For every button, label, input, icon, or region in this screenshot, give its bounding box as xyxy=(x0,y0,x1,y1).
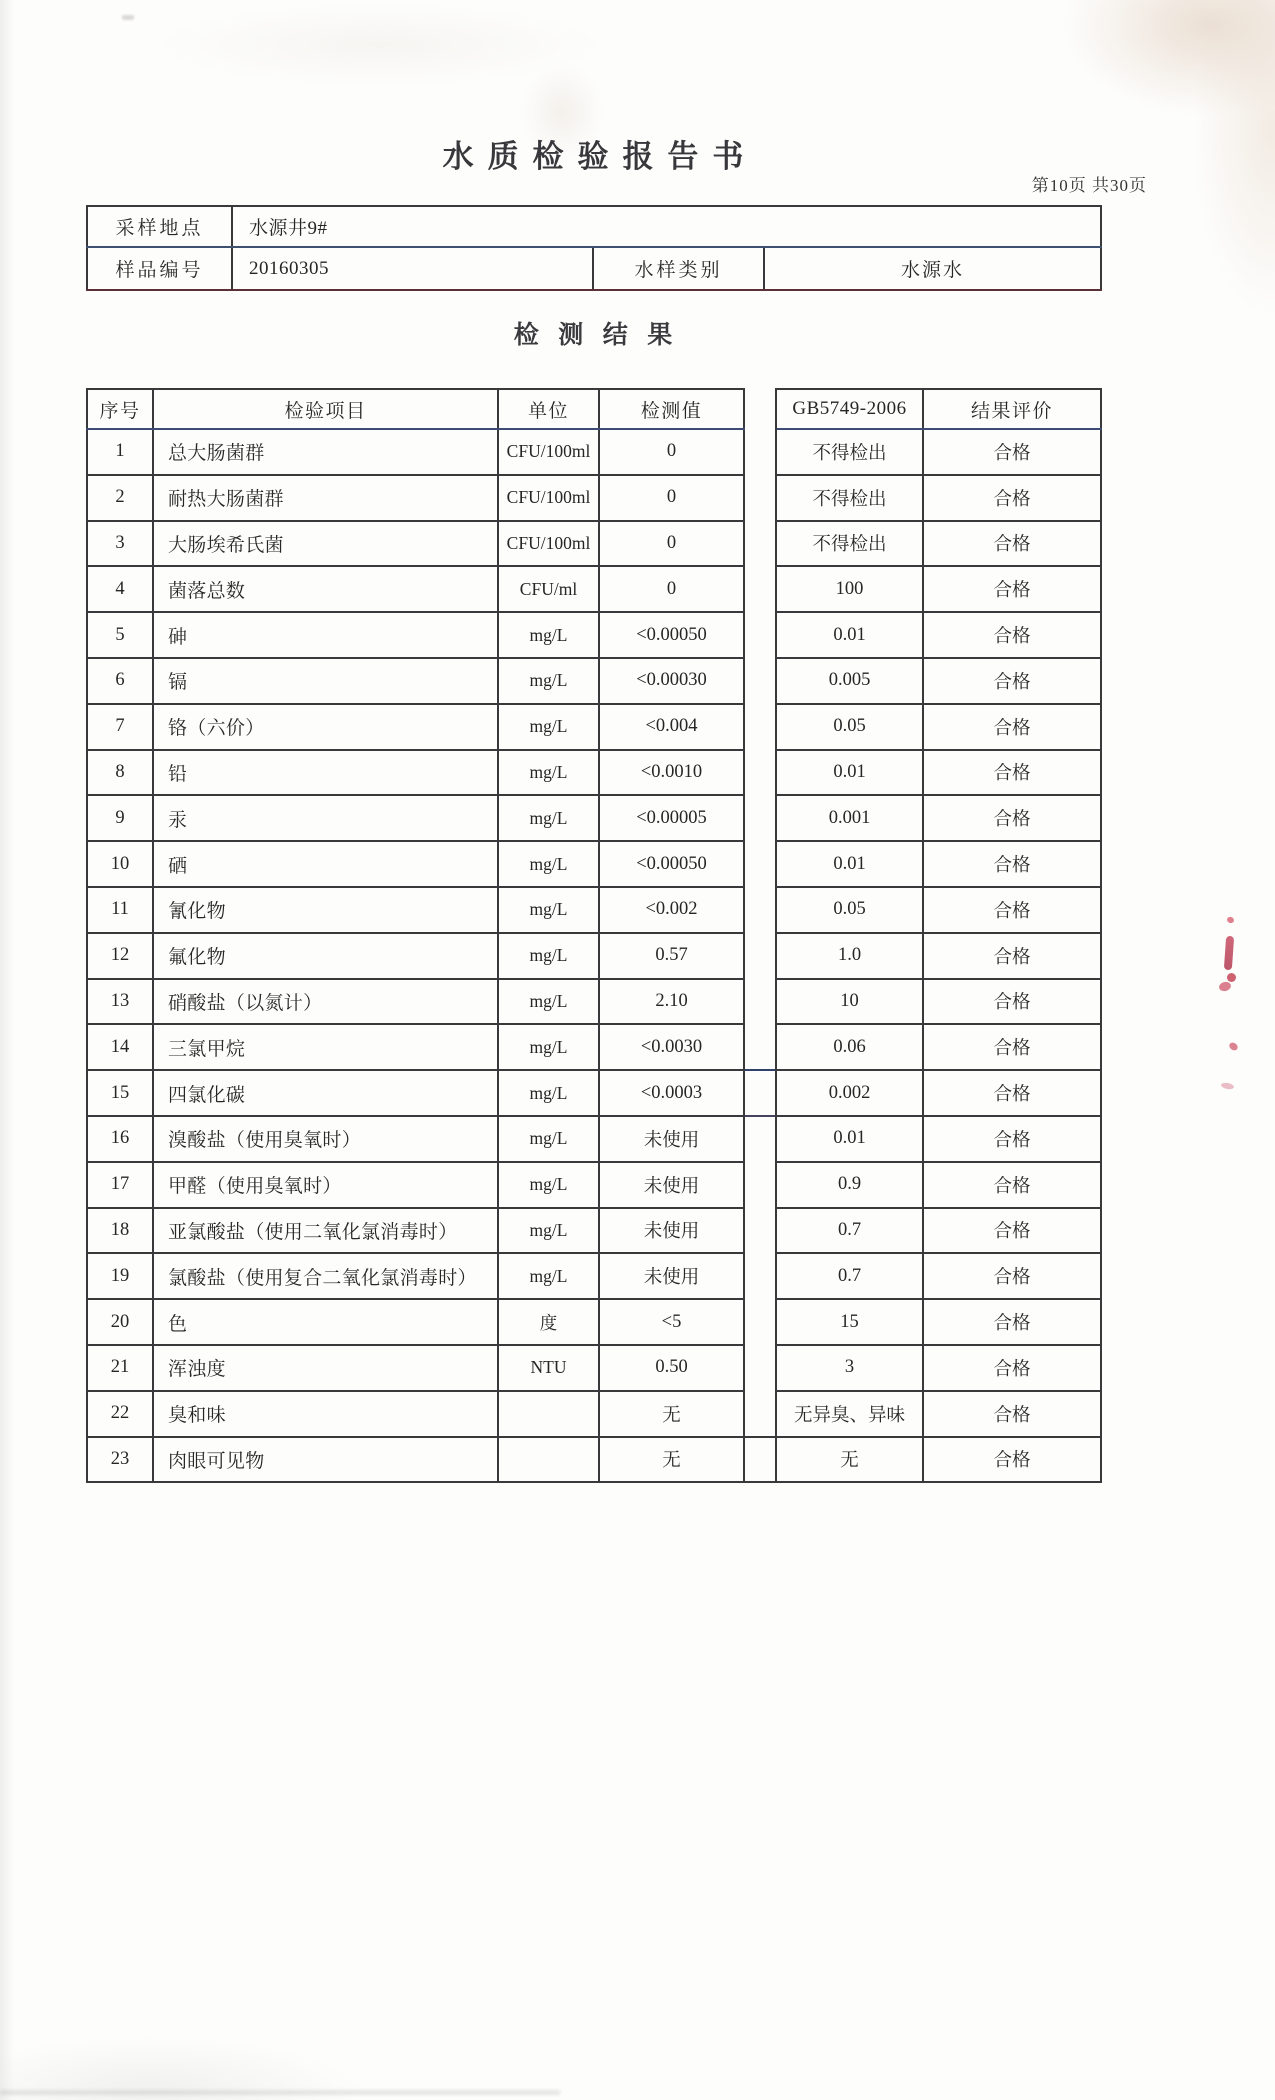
table-row xyxy=(87,795,1101,841)
cell-item: 硝酸盐（以氮计） xyxy=(153,979,498,1025)
sampling-location-label: 采样地点 xyxy=(87,206,232,247)
cell-unit: mg/L xyxy=(498,1208,599,1254)
cell-unit: mg/L xyxy=(498,1162,599,1208)
col-header-item: 检验项目 xyxy=(153,389,498,429)
cell-value: 0.57 xyxy=(599,933,744,979)
page-indicator: 第10页 共30页 xyxy=(1031,176,1147,195)
red-pen-mark xyxy=(1228,1041,1239,1052)
cell-evaluation: 合格 xyxy=(923,1208,1101,1254)
cell-item: 耐热大肠菌群 xyxy=(153,475,498,521)
cell-standard: 0.7 xyxy=(776,1208,923,1254)
cell-no: 3 xyxy=(87,521,153,567)
cell-gap xyxy=(744,1299,776,1345)
sample-type-value: 水源水 xyxy=(764,247,1101,290)
red-pen-mark xyxy=(1221,1082,1235,1090)
cell-evaluation: 合格 xyxy=(923,1116,1101,1162)
cell-standard: 0.05 xyxy=(776,887,923,933)
cell-item: 肉眼可见物 xyxy=(153,1437,498,1483)
cell-gap xyxy=(744,429,776,475)
cell-gap xyxy=(744,1162,776,1208)
cell-item: 菌落总数 xyxy=(153,566,498,612)
table-row xyxy=(87,933,1101,979)
cell-no: 22 xyxy=(87,1391,153,1437)
cell-no: 16 xyxy=(87,1116,153,1162)
cell-no: 10 xyxy=(87,841,153,887)
col-header-no: 序号 xyxy=(87,389,153,429)
table-row xyxy=(87,1208,1101,1254)
table-row xyxy=(87,1299,1101,1345)
cell-value: <0.002 xyxy=(599,887,744,933)
col-header-unit: 单位 xyxy=(498,389,599,429)
cell-gap xyxy=(744,979,776,1025)
cell-item: 四氯化碳 xyxy=(153,1070,498,1116)
cell-no: 14 xyxy=(87,1024,153,1070)
cell-standard: 0.002 xyxy=(776,1070,923,1116)
cell-standard: 0.01 xyxy=(776,841,923,887)
cell-item: 硒 xyxy=(153,841,498,887)
cell-evaluation: 合格 xyxy=(923,429,1101,475)
cell-unit: mg/L xyxy=(498,841,599,887)
cell-standard: 15 xyxy=(776,1299,923,1345)
table-row xyxy=(87,1116,1101,1162)
cell-no: 18 xyxy=(87,1208,153,1254)
cell-gap xyxy=(744,1116,776,1162)
red-pen-mark xyxy=(1226,916,1235,924)
cell-gap xyxy=(744,658,776,704)
cell-item: 浑浊度 xyxy=(153,1345,498,1391)
cell-no: 7 xyxy=(87,704,153,750)
cell-evaluation: 合格 xyxy=(923,566,1101,612)
cell-value: <0.00030 xyxy=(599,658,744,704)
cell-gap xyxy=(744,841,776,887)
cell-unit: mg/L xyxy=(498,704,599,750)
table-row xyxy=(87,1437,1101,1483)
cell-standard: 0.005 xyxy=(776,658,923,704)
section-title: 检测结果 xyxy=(513,322,692,349)
cell-gap xyxy=(744,1070,776,1116)
cell-gap xyxy=(744,566,776,612)
cell-unit: CFU/100ml xyxy=(498,475,599,521)
cell-no: 11 xyxy=(87,887,153,933)
cell-item: 溴酸盐（使用臭氧时） xyxy=(153,1116,498,1162)
cell-item: 砷 xyxy=(153,612,498,658)
cell-standard: 0.01 xyxy=(776,612,923,658)
cell-gap xyxy=(744,795,776,841)
cell-standard: 不得检出 xyxy=(776,521,923,567)
cell-unit: mg/L xyxy=(498,658,599,704)
cell-standard: 无 xyxy=(776,1437,923,1483)
cell-standard: 0.9 xyxy=(776,1162,923,1208)
cell-item: 镉 xyxy=(153,658,498,704)
cell-value: 未使用 xyxy=(599,1162,744,1208)
table-row xyxy=(87,1253,1101,1299)
cell-gap xyxy=(744,475,776,521)
sample-type-label: 水样类别 xyxy=(593,247,764,290)
cell-value: 无 xyxy=(599,1391,744,1437)
cell-evaluation: 合格 xyxy=(923,704,1101,750)
cell-evaluation: 合格 xyxy=(923,841,1101,887)
cell-value: <0.00050 xyxy=(599,841,744,887)
cell-no: 8 xyxy=(87,750,153,796)
table-row xyxy=(87,750,1101,796)
cell-unit: mg/L xyxy=(498,933,599,979)
cell-evaluation: 合格 xyxy=(923,1253,1101,1299)
cell-item: 甲醛（使用臭氧时） xyxy=(153,1162,498,1208)
cell-standard: 0.01 xyxy=(776,1116,923,1162)
cell-gap xyxy=(744,1345,776,1391)
table-row xyxy=(87,658,1101,704)
cell-evaluation: 合格 xyxy=(923,1070,1101,1116)
cell-no: 13 xyxy=(87,979,153,1025)
cell-item: 总大肠菌群 xyxy=(153,429,498,475)
cell-evaluation: 合格 xyxy=(923,658,1101,704)
cell-unit: mg/L xyxy=(498,795,599,841)
cell-standard: 1.0 xyxy=(776,933,923,979)
cell-standard: 0.001 xyxy=(776,795,923,841)
cell-item: 三氯甲烷 xyxy=(153,1024,498,1070)
cell-value: <0.00005 xyxy=(599,795,744,841)
table-row xyxy=(87,566,1101,612)
cell-item: 亚氯酸盐（使用二氧化氯消毒时） xyxy=(153,1208,498,1254)
cell-no: 5 xyxy=(87,612,153,658)
red-pen-mark xyxy=(1224,936,1234,970)
cell-no: 20 xyxy=(87,1299,153,1345)
cell-value: 2.10 xyxy=(599,979,744,1025)
cell-evaluation: 合格 xyxy=(923,979,1101,1025)
cell-no: 4 xyxy=(87,566,153,612)
cell-value: <0.00050 xyxy=(599,612,744,658)
cell-unit: mg/L xyxy=(498,750,599,796)
cell-value: <5 xyxy=(599,1299,744,1345)
cell-evaluation: 合格 xyxy=(923,1437,1101,1483)
cell-evaluation: 合格 xyxy=(923,1345,1101,1391)
cell-no: 17 xyxy=(87,1162,153,1208)
sample-info-row-2 xyxy=(87,247,1101,290)
cell-gap xyxy=(744,1208,776,1254)
cell-value: 无 xyxy=(599,1437,744,1483)
cell-standard: 0.7 xyxy=(776,1253,923,1299)
cell-item: 色 xyxy=(153,1299,498,1345)
cell-value: <0.0003 xyxy=(599,1070,744,1116)
cell-item: 大肠埃希氏菌 xyxy=(153,521,498,567)
cell-unit: mg/L xyxy=(498,1024,599,1070)
cell-gap xyxy=(744,521,776,567)
cell-gap xyxy=(744,1437,776,1483)
cell-value: <0.0010 xyxy=(599,750,744,796)
cell-unit: mg/L xyxy=(498,1116,599,1162)
table-row xyxy=(87,887,1101,933)
cell-unit: NTU xyxy=(498,1345,599,1391)
red-pen-mark xyxy=(1218,981,1232,993)
red-pen-mark xyxy=(1227,973,1236,982)
cell-item: 臭和味 xyxy=(153,1391,498,1437)
cell-gap xyxy=(744,704,776,750)
cell-gap xyxy=(744,1391,776,1437)
cell-value: 0.50 xyxy=(599,1345,744,1391)
cell-value: <0.004 xyxy=(599,704,744,750)
cell-item: 铅 xyxy=(153,750,498,796)
cell-unit: mg/L xyxy=(498,1253,599,1299)
table-gap-column xyxy=(744,389,776,429)
cell-standard: 3 xyxy=(776,1345,923,1391)
cell-no: 6 xyxy=(87,658,153,704)
cell-no: 9 xyxy=(87,795,153,841)
cell-gap xyxy=(744,612,776,658)
cell-value: 0 xyxy=(599,475,744,521)
table-row xyxy=(87,429,1101,475)
table-row xyxy=(87,1024,1101,1070)
cell-standard: 100 xyxy=(776,566,923,612)
cell-unit: mg/L xyxy=(498,1070,599,1116)
cell-value: 未使用 xyxy=(599,1116,744,1162)
cell-value: 未使用 xyxy=(599,1253,744,1299)
sample-number-label: 样品编号 xyxy=(87,247,232,290)
cell-evaluation: 合格 xyxy=(923,1162,1101,1208)
cell-standard: 0.06 xyxy=(776,1024,923,1070)
cell-unit: 度 xyxy=(498,1299,599,1345)
scan-speck xyxy=(122,15,134,20)
cell-item: 氯酸盐（使用复合二氧化氯消毒时） xyxy=(153,1253,498,1299)
cell-item: 氰化物 xyxy=(153,887,498,933)
cell-standard: 不得检出 xyxy=(776,429,923,475)
cell-evaluation: 合格 xyxy=(923,1391,1101,1437)
table-row xyxy=(87,521,1101,567)
cell-evaluation: 合格 xyxy=(923,750,1101,796)
cell-item: 铬（六价） xyxy=(153,704,498,750)
cell-evaluation: 合格 xyxy=(923,612,1101,658)
table-row xyxy=(87,475,1101,521)
cell-unit: CFU/ml xyxy=(498,566,599,612)
cell-unit: mg/L xyxy=(498,887,599,933)
cell-evaluation: 合格 xyxy=(923,521,1101,567)
col-header-evaluation: 结果评价 xyxy=(923,389,1101,429)
cell-unit: mg/L xyxy=(498,979,599,1025)
cell-evaluation: 合格 xyxy=(923,795,1101,841)
table-row xyxy=(87,1070,1101,1116)
cell-value: <0.0030 xyxy=(599,1024,744,1070)
sample-info-row-1 xyxy=(87,206,1101,247)
col-header-value: 检测值 xyxy=(599,389,744,429)
sampling-location-value: 水源井9# xyxy=(232,206,1101,247)
results-table xyxy=(86,388,1102,1483)
cell-evaluation: 合格 xyxy=(923,1024,1101,1070)
cell-gap xyxy=(744,1024,776,1070)
cell-standard: 10 xyxy=(776,979,923,1025)
cell-item: 汞 xyxy=(153,795,498,841)
cell-standard: 不得检出 xyxy=(776,475,923,521)
cell-unit: CFU/100ml xyxy=(498,521,599,567)
cell-value: 未使用 xyxy=(599,1208,744,1254)
table-row xyxy=(87,704,1101,750)
results-header-row xyxy=(87,389,1101,429)
cell-no: 23 xyxy=(87,1437,153,1483)
cell-unit xyxy=(498,1391,599,1437)
cell-gap xyxy=(744,1253,776,1299)
cell-unit: CFU/100ml xyxy=(498,429,599,475)
sample-info-table xyxy=(86,205,1102,291)
cell-no: 21 xyxy=(87,1345,153,1391)
sample-number-value: 20160305 xyxy=(232,247,593,290)
table-row xyxy=(87,612,1101,658)
cell-evaluation: 合格 xyxy=(923,1299,1101,1345)
cell-no: 15 xyxy=(87,1070,153,1116)
cell-evaluation: 合格 xyxy=(923,475,1101,521)
cell-gap xyxy=(744,887,776,933)
table-row xyxy=(87,841,1101,887)
cell-standard: 0.05 xyxy=(776,704,923,750)
cell-item: 氟化物 xyxy=(153,933,498,979)
cell-value: 0 xyxy=(599,521,744,567)
scan-bottom-streak xyxy=(0,2090,560,2095)
cell-no: 12 xyxy=(87,933,153,979)
table-row xyxy=(87,1345,1101,1391)
cell-value: 0 xyxy=(599,566,744,612)
cell-evaluation: 合格 xyxy=(923,887,1101,933)
cell-evaluation: 合格 xyxy=(923,933,1101,979)
table-row xyxy=(87,1162,1101,1208)
cell-gap xyxy=(744,933,776,979)
col-header-standard: GB5749-2006 xyxy=(776,389,923,429)
cell-standard: 0.01 xyxy=(776,750,923,796)
cell-no: 1 xyxy=(87,429,153,475)
cell-standard: 无异臭、异味 xyxy=(776,1391,923,1437)
table-row xyxy=(87,979,1101,1025)
cell-no: 19 xyxy=(87,1253,153,1299)
cell-value: 0 xyxy=(599,429,744,475)
cell-gap xyxy=(744,750,776,796)
cell-unit: mg/L xyxy=(498,612,599,658)
report-title: 水质检验报告书 xyxy=(442,139,758,174)
cell-unit xyxy=(498,1437,599,1483)
table-row xyxy=(87,1391,1101,1437)
cell-no: 2 xyxy=(87,475,153,521)
